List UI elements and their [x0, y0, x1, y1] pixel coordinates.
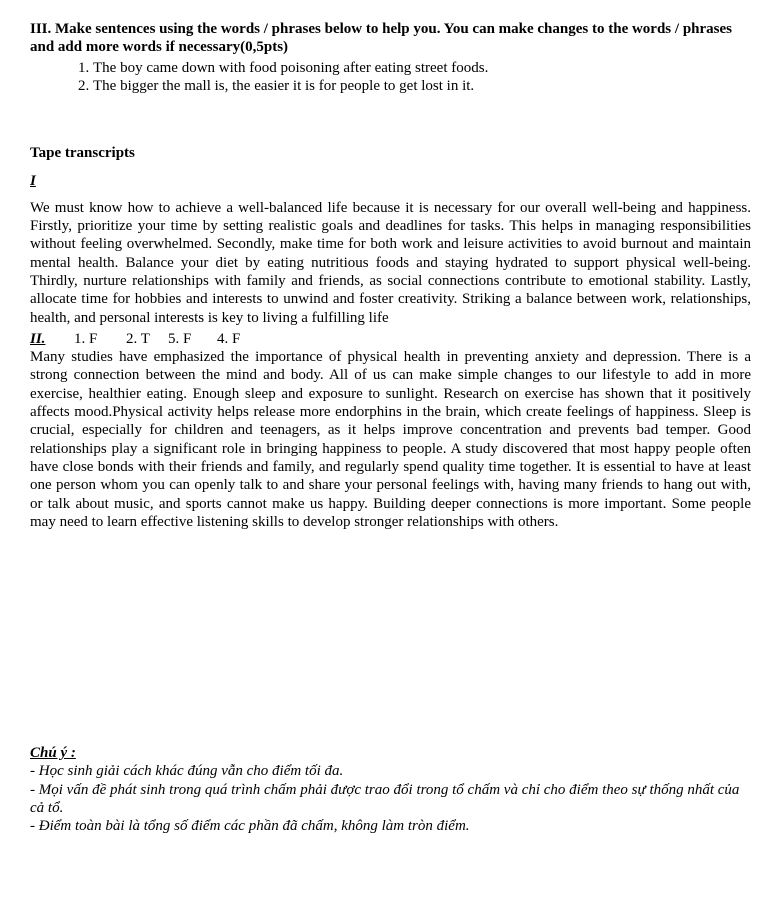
part-1-transcript: We must know how to achieve a well-balanced life because it is necessary for our overall well-being and happiness. Firstly, prioritize your time by setting realistic goals and deadlines for tasks. This helps in managing responsibilities without feeling overwhelmed. Secondly, make time for both work and leisure activities to avoid burnout and maintain mental health. Balance your diet by eating nutritious foods and staying hydrated to support physical well-being. Thirdly, nurture relationships with family and friends, as social connections contribute to emotional stability. Lastly, allocate time for hobbies and interests to unwind and foster creativity. Striking a balance between work, relationships, health, and personal interests is key to living a fulfilling life — [30, 199, 751, 326]
answer-item-1: 1. The boy came down with food poisoning after eating street foods. — [93, 59, 751, 77]
note-item-3: - Điểm toàn bài là tổng số điểm các phần đã chấm, không làm tròn điểm. — [30, 818, 470, 835]
section-3-answer-list — [30, 59, 751, 96]
part-1-label: I — [30, 173, 36, 190]
notes-title: Chú ý : — [30, 745, 76, 761]
answer-key-2: 2. T — [126, 330, 150, 347]
part-2-answer-key — [30, 330, 751, 348]
document-page — [30, 20, 751, 531]
tape-transcripts-heading: Tape transcripts — [30, 145, 135, 162]
answer-item-2: 2. The bigger the mall is, the easier it is for people to get lost in it. — [93, 77, 751, 95]
note-item-2: - Mọi vấn đề phát sinh trong quá trình chấm phải được trao đổi trong tổ chấm và chỉ cho điểm theo sự thống nhất của cả tổ. — [30, 781, 740, 816]
answer-key-4: 4. F — [217, 330, 241, 347]
grading-notes — [30, 744, 751, 835]
part-2-transcript: Many studies have emphasized the importance of physical health in preventing anxiety and depression. There is a strong connection between the mind and body. All of us can make simple changes to our lifestyle to add in more exercise, healthier eating. Enough sleep and exposure to sunlight. Research on exercise has shown that it positively affects mood.Physical activity helps release more endorphins in the brain, which create feelings of happiness. Sleep is crucial, especially for children and teenagers, as it helps improve concentration and prevents bad temper. Good relationships play a significant role in bringing happiness to people. A study discovered that most happy people often have close bonds with their friends and family, and regularly spend quality time together. It is essential to have at least one person whom you can openly talk to and share your personal feelings with, having many friends to hang out with, or talk about music, and sports cannot make us happy. Building deeper connections is more important. Some people may need to learn effective listening skills to develop stronger relationships with others. — [30, 349, 751, 530]
section-3-title: III. Make sentences using the words / phrases below to help you. You can make changes to the words / phrases and add more words if necessary(0,5pts) — [30, 21, 732, 56]
note-item-1: - Học sinh giải cách khác đúng vẫn cho điểm tối đa. — [30, 763, 344, 780]
part-2-label: II. — [30, 330, 46, 347]
answer-key-3: 5. F — [168, 330, 192, 347]
answer-key-1: 1. F — [74, 330, 98, 347]
